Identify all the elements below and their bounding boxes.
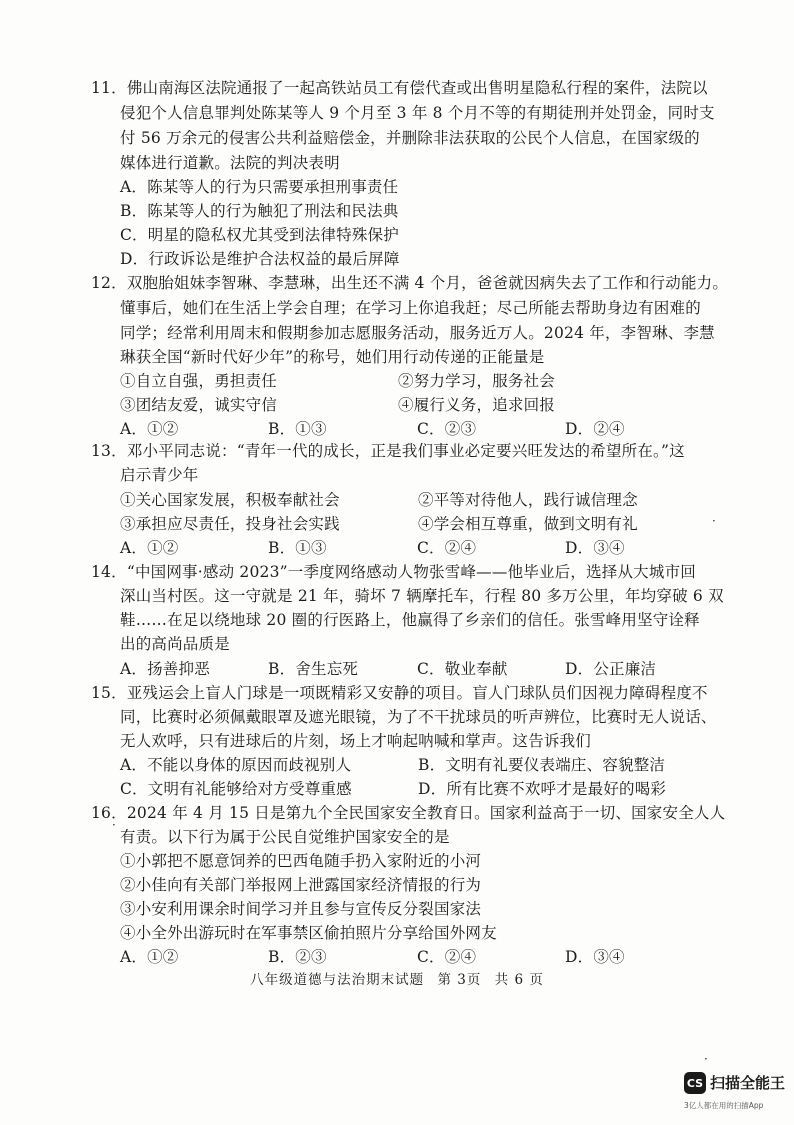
question-15-option-b: B．文明有礼要仪表端庄、容貌整洁 (418, 756, 666, 774)
question-12-line-3: 同学；经常利用周末和假期参加志愿服务活动，服务近万人。2024 年，李智琳、李慧 (120, 324, 715, 342)
question-14-option-d: D．公正廉洁 (565, 660, 657, 678)
scan-speck: · (112, 818, 116, 832)
question-16-statement-2: ②小佳向有关部门举报网上泄露国家经济情报的行为 (120, 876, 482, 894)
question-16-statement-4: ④小全外出游玩时在军事禁区偷拍照片分享给国外网友 (120, 924, 497, 942)
question-11-option-c: C．明星的隐私权尤其受到法律特殊保护 (120, 226, 399, 244)
question-11-option-a: A．陈某等人的行为只需要承担刑事责任 (120, 178, 399, 196)
scan-speck: · (712, 514, 716, 528)
question-12-option-b: B．①③ (268, 420, 327, 438)
watermark-app-name: 扫描全能王 (710, 1074, 786, 1092)
question-13-statement-4: ④学会相互尊重，做到文明有礼 (418, 515, 638, 533)
scan-speck: · (704, 1052, 708, 1066)
question-16-option-b: B．②③ (268, 948, 327, 966)
camscanner-logo-icon: CS (684, 1072, 706, 1094)
question-14-option-b: B．舍生忘死 (268, 660, 359, 678)
question-14-option-a: A．扬善抑恶 (120, 660, 210, 678)
question-12-option-a: A．①② (120, 420, 179, 438)
question-12-option-d: D．②④ (565, 420, 625, 438)
question-12-line-4: 琳获全国“新时代好少年”的称号，她们用行动传递的正能量是 (120, 348, 545, 366)
question-16-option-d: D．③④ (565, 948, 625, 966)
question-13-statement-1: ①关心国家发展，积极奉献社会 (120, 491, 340, 509)
question-15-line-3: 无人欢呼，只有进球后的片刻，场上才响起呐喊和掌声。这告诉我们 (120, 732, 592, 750)
question-13-option-d: D．③④ (565, 539, 625, 557)
question-14-line-4: 出的高尚品质是 (120, 635, 230, 653)
question-13-option-c: C．②④ (417, 539, 477, 557)
watermark-tagline: 3亿人都在用的扫描App (684, 1101, 764, 1110)
question-14-line-1: 14．“中国网事·感动 2023”一季度网络感动人物张雪峰——他毕业后，选择从大城市回 (91, 563, 696, 581)
question-12-statement-2: ②努力学习，服务社会 (398, 372, 556, 390)
question-16-option-a: A．①② (120, 948, 179, 966)
question-15-line-1: 15．亚残运会上盲人门球是一项既精彩又安静的项目。盲人门球队员们因视力障碍程度不 (91, 684, 708, 702)
question-13-line-1: 13．邓小平同志说：“青年一代的成长，正是我们事业必定要兴旺发达的希望所在。”这 (91, 442, 685, 460)
question-12-line-2: 懂事后，她们在生活上学会自理；在学习上你追我赶；尽己所能去帮助身边有困难的 (120, 299, 701, 317)
question-11-line-2: 侵犯个人信息罪判处陈某等人 9 个月至 3 年 8 个月不等的有期徒刑并处罚金，同时支 (120, 104, 715, 122)
question-16-line-1: 16．2024 年 4 月 15 日是第九个全民国家安全教育日。国家利益高于一切、国家安全人人 (91, 804, 726, 822)
question-11-option-d: D．行政诉讼是维护合法权益的最后屏障 (120, 250, 400, 268)
question-13-statement-3: ③承担应尽责任，投身社会实践 (120, 515, 340, 533)
question-11-line-1: 11．佛山南海区法院通报了一起高铁站员工有偿代查或出售明星隐私行程的案件，法院以 (91, 79, 708, 97)
question-14-line-3: 鞋……在足以绕地球 20 圈的行医路上，他赢得了乡亲们的信任。张雪峰用坚守诠释 (120, 611, 700, 629)
footer-title: 八年级道德与法治期末试题 (250, 972, 425, 988)
question-16-option-c: C．②④ (417, 948, 477, 966)
page-footer (0, 968, 794, 988)
question-12-statement-3: ③团结友爱，诚实守信 (120, 396, 278, 414)
question-11-option-b: B．陈某等人的行为触犯了刑法和民法典 (120, 202, 399, 220)
question-14-option-c: C．敬业奉献 (417, 660, 508, 678)
question-15-line-2: 同，比赛时必须佩戴眼罩及遮光眼镜，为了不干扰球员的听声辨位，比赛时无人说话、 (120, 708, 717, 726)
question-15-option-a: A．不能以身体的原因而歧视别人 (120, 756, 352, 774)
question-12-option-c: C．②③ (417, 420, 477, 438)
question-16-statement-3: ③小安利用课余时间学习并且参与宣传反分裂国家法 (120, 900, 482, 918)
footer-total-pages: 共 6 页 (494, 972, 544, 988)
footer-page-number: 第 3页 (437, 972, 482, 988)
question-11-line-3: 付 56 万余元的侵害公共利益赔偿金，并删除非法获取的公民个人信息，在国家级的 (120, 129, 700, 147)
question-13-statement-2: ②平等对待他人，践行诚信理念 (418, 491, 638, 509)
question-11-line-4: 媒体进行道歉。法院的判决表明 (120, 154, 340, 172)
question-12-statement-4: ④履行义务，追求回报 (398, 396, 556, 414)
question-12-statement-1: ①自立自强，勇担责任 (120, 372, 278, 390)
question-15-option-d: D．所有比赛不欢呼才是最好的喝彩 (418, 780, 667, 798)
question-14-line-2: 深山当村医。这一守就是 21 年，骑坏 7 辆摩托车，行程 80 多万公里，年均穿破 6 双 (120, 587, 724, 605)
question-16-statement-1: ①小郭把不愿意饲养的巴西龟随手扔入家附近的小河 (120, 852, 482, 870)
question-12-line-1: 12．双胞胎姐妹李智琳、李慧琳，出生还不满 4 个月，爸爸就因病失去了工作和行动能力。 (91, 274, 729, 292)
question-13-option-b: B．①③ (268, 539, 327, 557)
question-13-line-2: 启示青少年 (120, 466, 199, 484)
question-15-option-c: C．文明有礼能够给对方受尊重感 (120, 780, 352, 798)
question-13-option-a: A．①② (120, 539, 179, 557)
question-16-line-2: 有责。以下行为属于公民自觉维护国家安全的是 (120, 828, 450, 846)
